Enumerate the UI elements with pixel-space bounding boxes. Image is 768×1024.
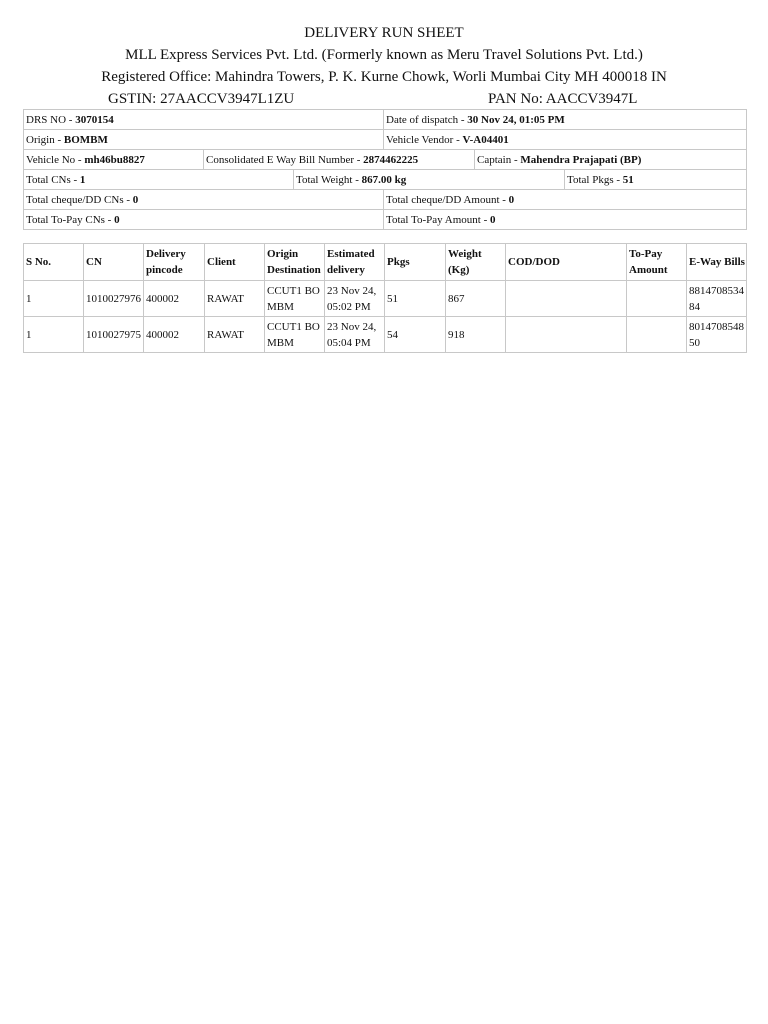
table-cell: CCUT1 BOMBM (265, 317, 325, 353)
vehicle-number: mh46bu8827 (84, 153, 145, 166)
total-pkgs-cell: Total Pkgs - 51 (565, 170, 747, 190)
summary-row (24, 170, 747, 190)
table-cell: 1010027976 (84, 281, 144, 317)
captain: Mahendra Prajapati (BP) (520, 153, 642, 166)
column-header: E-Way Bills (687, 244, 747, 281)
vehicle-vendor: V-A04401 (462, 133, 509, 146)
table-cell: 1 (24, 317, 84, 353)
table-cell: 1010027975 (84, 317, 144, 353)
dispatch-date: 30 Nov 24, 01:05 PM (467, 113, 565, 126)
dispatch-date-cell: Date of dispatch - 30 Nov 24, 01:05 PM (384, 110, 747, 130)
company-name: MLL Express Services Pvt. Ltd. (Formerly known as Meru Travel Solutions Pvt. Ltd.) (125, 47, 643, 63)
cheque-cns-cell: Total cheque/DD CNs - 0 (24, 190, 384, 210)
drs-number-cell: DRS NO - 3070154 (24, 110, 384, 130)
origin-cell: Origin - BOMBM (24, 130, 384, 150)
topay-amount-cell: Total To-Pay Amount - 0 (384, 210, 747, 230)
column-header: Origin Destination (265, 244, 325, 281)
vehicle-number-cell: Vehicle No - mh46bu8827 (24, 150, 204, 170)
total-weight: 867.00 kg (361, 173, 407, 186)
summary-row (24, 130, 747, 150)
table-cell: 1 (24, 281, 84, 317)
topay-cns-cell: Total To-Pay CNs - 0 (24, 210, 384, 230)
table-cell (506, 317, 627, 353)
table-cell: 801470854850 (687, 317, 747, 353)
registered-office: Registered Office: Mahindra Towers, P. K. Kurne Chowk, Worli Mumbai City MH 400018 IN (101, 69, 667, 85)
table-cell: 23 Nov 24, 05:04 PM (325, 317, 385, 353)
total-pkgs: 51 (622, 173, 634, 186)
table-cell: 867 (446, 281, 506, 317)
table-cell: 918 (446, 317, 506, 353)
summary-table (23, 109, 747, 230)
captain-cell: Captain - Mahendra Prajapati (BP) (475, 150, 747, 170)
eway-bill-cell: Consolidated E Way Bill Number - 2874462225 (204, 150, 475, 170)
table-row (24, 281, 747, 317)
table-cell (627, 281, 687, 317)
column-header: Estimated delivery (325, 244, 385, 281)
origin: BOMBM (63, 133, 108, 146)
total-cns: 1 (79, 173, 86, 186)
column-header: S No. (24, 244, 84, 281)
column-header: Client (205, 244, 265, 281)
table-row (24, 317, 747, 353)
column-header: To-Pay Amount (627, 244, 687, 281)
total-cns-cell: Total CNs - 1 (24, 170, 294, 190)
table-cell: 54 (385, 317, 446, 353)
document-title: DELIVERY RUN SHEET (304, 25, 464, 41)
summary-row (24, 110, 747, 130)
vehicle-vendor-cell: Vehicle Vendor - V-A04401 (384, 130, 747, 150)
summary-row (24, 190, 747, 210)
cheque-cns: 0 (132, 193, 139, 206)
table-cell: CCUT1 BOMBM (265, 281, 325, 317)
cheque-amount-cell: Total cheque/DD Amount - 0 (384, 190, 747, 210)
gstin: GSTIN: 27AACCV3947L1ZU (108, 91, 295, 107)
table-cell (627, 317, 687, 353)
consignment-table (23, 243, 747, 353)
summary-row (24, 210, 747, 230)
table-cell: 400002 (144, 281, 205, 317)
table-cell: 400002 (144, 317, 205, 353)
document-header (0, 22, 768, 110)
column-header: Delivery pincode (144, 244, 205, 281)
pan-number: PAN No: AACCV3947L (488, 91, 638, 107)
total-weight-cell: Total Weight - 867.00 kg (294, 170, 565, 190)
cheque-amount: 0 (508, 193, 515, 206)
topay-amount: 0 (490, 213, 496, 226)
table-cell: RAWAT (205, 317, 265, 353)
table-cell: 881470853484 (687, 281, 747, 317)
column-header: Pkgs (385, 244, 446, 281)
drs-number: 3070154 (75, 113, 114, 126)
topay-cns: 0 (114, 213, 120, 226)
table-cell: RAWAT (205, 281, 265, 317)
table-header-row (24, 244, 747, 281)
column-header: COD/DOD (506, 244, 627, 281)
table-cell: 51 (385, 281, 446, 317)
column-header: CN (84, 244, 144, 281)
tax-ids (0, 88, 768, 110)
table-cell: 23 Nov 24, 05:02 PM (325, 281, 385, 317)
summary-row (24, 150, 747, 170)
column-header: Weight (Kg) (446, 244, 506, 281)
table-cell (506, 281, 627, 317)
eway-bill-number: 2874462225 (363, 153, 419, 166)
